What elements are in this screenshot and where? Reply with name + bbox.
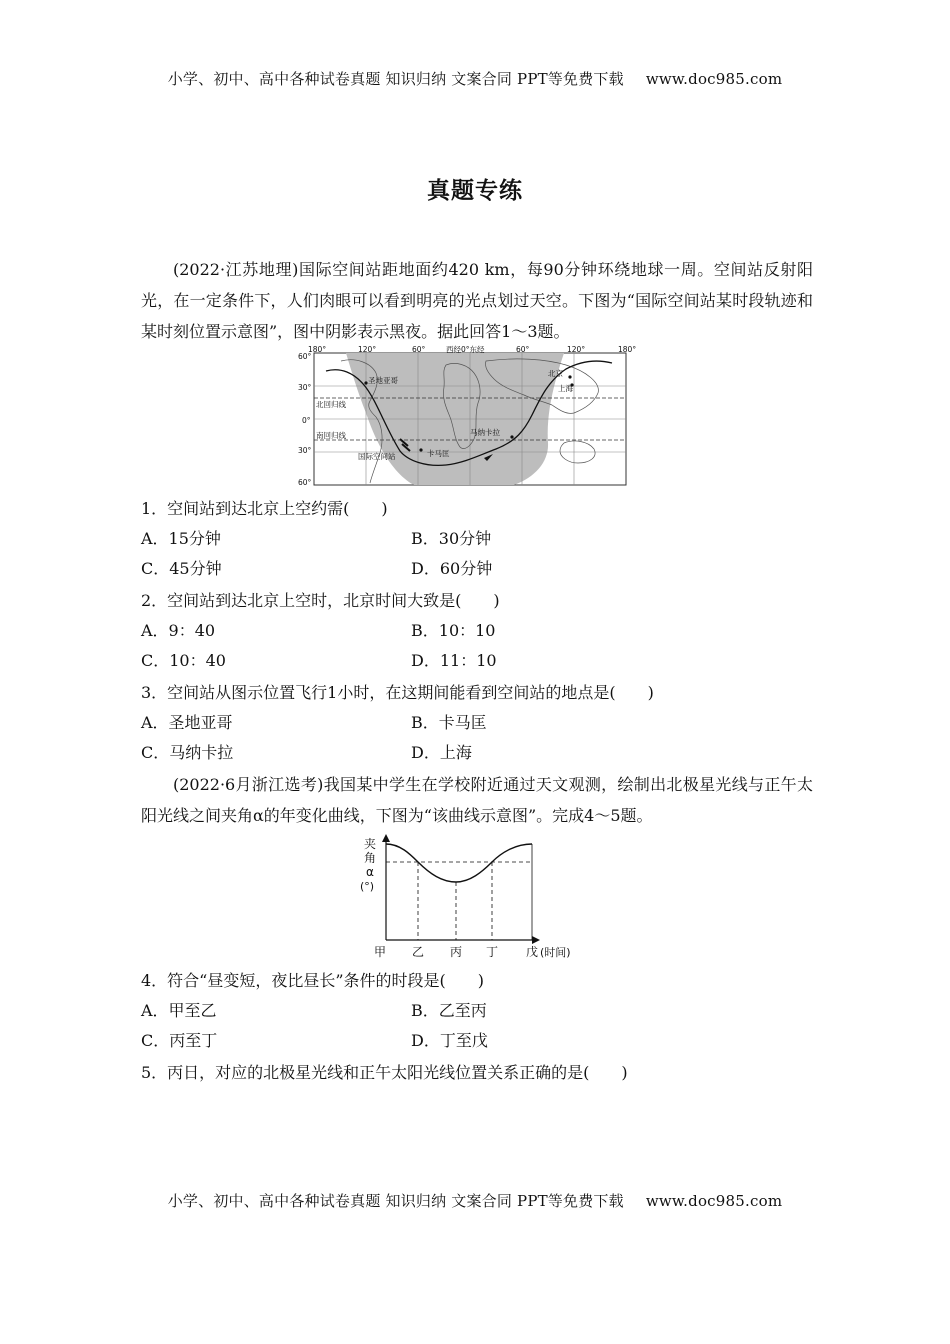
y-axis-label: 夹 [364, 837, 377, 851]
x-tick-label: 戊 [526, 945, 539, 959]
q1-option-c[interactable]: C．45分钟 [141, 559, 222, 578]
x-axis-unit: (时间) [540, 946, 571, 959]
header-text: 小学、初中、高中各种试卷真题 知识归纳 文案合同 PPT等免费下载 [167, 70, 624, 88]
place-label: 圣地亚哥 [368, 376, 398, 385]
q2-option-d[interactable]: D．11：10 [411, 651, 497, 670]
page-footer [0, 1190, 950, 1211]
q2-option-a[interactable]: A．9：40 [141, 621, 216, 640]
map-lat-label: 60° [298, 478, 312, 487]
map-lon-label: 120° [567, 345, 586, 354]
q1-option-d[interactable]: D．60分钟 [411, 559, 493, 578]
y-axis-label: α [366, 865, 374, 879]
footer-url[interactable]: www.doc985.com [645, 1192, 783, 1210]
y-axis-label: (°) [360, 880, 375, 893]
x-tick-label: 甲 [374, 945, 387, 959]
q3-option-c[interactable]: C．马纳卡拉 [141, 743, 234, 762]
map-lon-label: 120° [358, 345, 377, 354]
place-label: 卡马匡 [427, 449, 450, 458]
map-lat-label: 60° [298, 352, 312, 361]
intro-paragraph-2: (2022·6月浙江选考)我国某中学生在学校附近通过天文观测，绘制出北极星光线与正午太阳光线之间夹角α的年变化曲线，下图为“该曲线示意图”。完成4～5题。 [141, 775, 813, 825]
place-label: 马纳卡拉 [470, 428, 500, 437]
alpha-curve [386, 844, 532, 882]
map-lon-label: 180° [308, 345, 327, 354]
map-lon-label: 60° [516, 345, 530, 354]
q2-option-c[interactable]: C．10：40 [141, 651, 226, 670]
iss-orbit-map [296, 343, 636, 489]
place-label: 上海 [558, 384, 573, 393]
x-tick-label: 丁 [486, 945, 499, 959]
question-3: 3．空间站从图示位置飞行1小时，在这期间能看到空间站的地点是( ) [141, 683, 654, 702]
map-lat-label: 30° [298, 383, 312, 392]
q3-option-a[interactable]: A．圣地亚哥 [141, 713, 233, 732]
map-lat-label: 0° [302, 416, 311, 425]
question-2: 2．空间站到达北京上空时，北京时间大致是( ) [141, 591, 500, 610]
x-tick-label: 乙 [412, 945, 425, 959]
q4-option-a[interactable]: A．甲至乙 [141, 1001, 217, 1020]
intro-paragraph-1: (2022·江苏地理)国际空间站距地面约420 km，每90分钟环绕地球一周。空间站反射阳光，在一定条件下，人们肉眼可以看到明亮的光点划过天空。下图为“国际空间站某时段轨迹和某时刻位置示意图”，图中阴影表示黑夜。据此回答1～3题。 [141, 260, 813, 341]
place-label: 北京 [548, 369, 563, 378]
question-5: 5．丙日，对应的北极星光线和正午太阳光线位置关系正确的是( ) [141, 1063, 628, 1082]
page-title: 真题专练 [427, 177, 523, 204]
page-header [0, 68, 950, 89]
tropic-north-label: 北回归线 [316, 400, 346, 409]
map-lon-label: 西经0°东经 [446, 345, 485, 354]
map-lon-label: 60° [412, 345, 426, 354]
map-lon-label: 180° [618, 345, 636, 354]
tropic-south-label: 南回归线 [316, 431, 346, 440]
q4-option-b[interactable]: B．乙至丙 [411, 1001, 487, 1020]
q1-option-b[interactable]: B．30分钟 [411, 529, 492, 548]
footer-text: 小学、初中、高中各种试卷真题 知识归纳 文案合同 PPT等免费下载 [167, 1192, 624, 1210]
header-url[interactable]: www.doc985.com [645, 70, 783, 88]
q3-option-d[interactable]: D．上海 [411, 743, 472, 762]
station-label: 国际空间站 [358, 452, 396, 461]
angle-curve-diagram [360, 832, 600, 960]
question-4: 4．符合“昼变短，夜比昼长”条件的时段是( ) [141, 971, 485, 990]
question-1: 1．空间站到达北京上空约需( ) [141, 499, 388, 518]
q2-option-b[interactable]: B．10：10 [411, 621, 496, 640]
map-lat-label: 30° [298, 446, 312, 455]
q4-option-d[interactable]: D．丁至戊 [411, 1031, 488, 1050]
x-tick-label: 丙 [450, 945, 463, 959]
y-axis-label: 角 [364, 851, 377, 865]
q1-option-a[interactable]: A．15分钟 [141, 529, 221, 548]
q3-option-b[interactable]: B．卡马匡 [411, 713, 487, 732]
q4-option-c[interactable]: C．丙至丁 [141, 1031, 218, 1050]
